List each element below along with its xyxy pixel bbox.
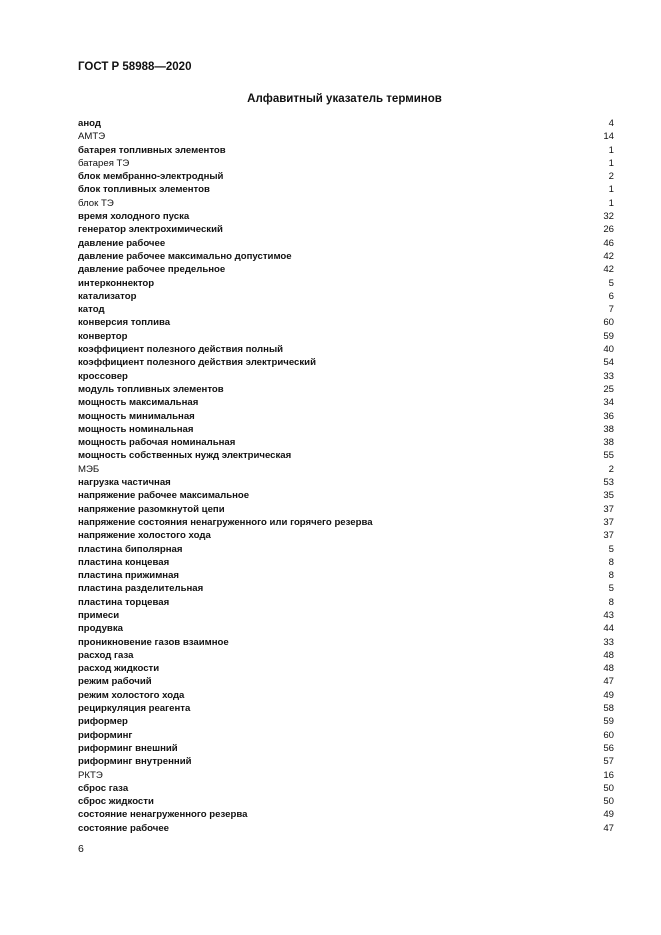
index-entry	[78, 356, 614, 369]
index-entry	[78, 795, 614, 808]
index-term: катализатор	[78, 290, 137, 302]
index-term: время холодного пуска	[78, 211, 190, 223]
page-number: 6	[78, 843, 84, 855]
index-page-ref: 50	[603, 796, 614, 808]
index-page-ref: 48	[603, 663, 614, 675]
index-page-ref: 38	[603, 423, 614, 435]
index-entry	[78, 117, 614, 130]
index-entry	[78, 144, 614, 157]
index-term: АМТЭ	[78, 131, 106, 143]
index-term: риформинг внутренний	[78, 756, 192, 768]
index-page-ref: 1	[608, 144, 614, 156]
index-entry	[78, 449, 614, 462]
index-page-ref: 36	[603, 410, 614, 422]
index-term: пластина концевая	[78, 556, 170, 568]
index-page-ref: 37	[603, 530, 614, 542]
index-entry	[78, 556, 614, 569]
index-term: напряжение холостого хода	[78, 530, 211, 542]
index-term: продувка	[78, 623, 123, 635]
index-page-ref: 32	[603, 211, 614, 223]
index-entry	[78, 675, 614, 688]
index-entry	[78, 303, 614, 316]
index-page-ref: 33	[603, 370, 614, 382]
index-page-ref: 33	[603, 636, 614, 648]
index-page-ref: 50	[603, 782, 614, 794]
index-term: мощность номинальная	[78, 423, 194, 435]
index-page-ref: 57	[603, 756, 614, 768]
index-term: риформинг внешний	[78, 742, 178, 754]
index-entry	[78, 170, 614, 183]
index-entry	[78, 157, 614, 170]
index-page-ref: 44	[603, 623, 614, 635]
index-page-ref: 14	[603, 131, 614, 143]
index-page-ref: 48	[603, 649, 614, 661]
index-entry	[78, 436, 614, 449]
index-page-ref: 49	[603, 809, 614, 821]
index-entry	[78, 237, 614, 250]
index-entry	[78, 662, 614, 675]
index-entry	[78, 636, 614, 649]
index-term: напряжение состояния ненагруженного или горячего резерва	[78, 516, 373, 528]
index-term: напряжение разомкнутой цепи	[78, 503, 225, 515]
index-term: состояние рабочее	[78, 822, 169, 834]
index-page-ref: 8	[608, 596, 614, 608]
index-entry	[78, 410, 614, 423]
index-entry	[78, 715, 614, 728]
index-entry	[78, 343, 614, 356]
index-entry	[78, 769, 614, 782]
index-page-ref: 42	[603, 264, 614, 276]
index-entry	[78, 489, 614, 502]
index-term: давление рабочее максимально допустимое	[78, 250, 292, 262]
index-entry	[78, 396, 614, 409]
index-page-ref: 59	[603, 716, 614, 728]
index-page-ref: 1	[608, 197, 614, 209]
index-term: давление рабочее	[78, 237, 166, 249]
index-term: батарея топливных элементов	[78, 144, 226, 156]
index-entry	[78, 263, 614, 276]
index-page-ref: 47	[603, 822, 614, 834]
index-entry	[78, 330, 614, 343]
index-page-ref: 56	[603, 742, 614, 754]
index-page-ref: 8	[608, 570, 614, 582]
index-term: расход жидкости	[78, 663, 160, 675]
index-title: Алфавитный указатель терминов	[247, 93, 442, 105]
index-page-ref: 38	[603, 437, 614, 449]
index-entry	[78, 808, 614, 821]
index-entry	[78, 596, 614, 609]
index-page-ref: 1	[608, 184, 614, 196]
index-entry	[78, 755, 614, 768]
index-page-ref: 5	[608, 583, 614, 595]
index-entry	[78, 729, 614, 742]
index-entry	[78, 569, 614, 582]
index-entry	[78, 316, 614, 329]
index-page-ref: 55	[603, 450, 614, 462]
index-term: генератор электрохимический	[78, 224, 223, 236]
index-page-ref: 54	[603, 357, 614, 369]
index-entry	[78, 689, 614, 702]
index-page-ref: 2	[608, 463, 614, 475]
document-header: ГОСТ Р 58988—2020	[78, 61, 192, 73]
index-page-ref: 53	[603, 477, 614, 489]
index-term: мощность рабочая номинальная	[78, 437, 236, 449]
index-page-ref: 37	[603, 516, 614, 528]
index-entry	[78, 476, 614, 489]
index-entry	[78, 503, 614, 516]
index-term: примеси	[78, 609, 120, 621]
index-term: анод	[78, 118, 101, 129]
index-page-ref: 16	[603, 769, 614, 781]
index-term: мощность минимальная	[78, 410, 195, 422]
index-page-ref: 58	[603, 703, 614, 715]
index-term: блок топливных элементов	[78, 184, 210, 196]
index-term: напряжение рабочее максимальное	[78, 490, 250, 502]
index-entry	[78, 250, 614, 263]
index-term: мощность собственных нужд электрическая	[78, 450, 292, 462]
index-entry	[78, 782, 614, 795]
index-page-ref: 59	[603, 330, 614, 342]
index-term: МЭБ	[78, 463, 100, 475]
index-page-ref: 5	[608, 277, 614, 289]
index-term: блок ТЭ	[78, 197, 114, 209]
index-entry	[78, 822, 614, 835]
index-term: нагрузка частичная	[78, 477, 171, 489]
index-page-ref: 40	[603, 344, 614, 356]
index-term: модуль топливных элементов	[78, 383, 224, 395]
index-term: риформер	[78, 716, 128, 728]
index-entry	[78, 702, 614, 715]
index-term: мощность максимальная	[78, 397, 199, 409]
index-term: блок мембранно-электродный	[78, 171, 224, 183]
index-page-ref: 1	[608, 157, 614, 169]
index-term: пластина биполярная	[78, 543, 183, 555]
index-term: конверсия топлива	[78, 317, 171, 329]
index-page-ref: 42	[603, 250, 614, 262]
index-term: риформинг	[78, 729, 133, 741]
index-page-ref: 26	[603, 224, 614, 236]
index-page-ref: 60	[603, 729, 614, 741]
index-page-ref: 34	[603, 397, 614, 409]
index-entry	[78, 277, 614, 290]
index-entry	[78, 290, 614, 303]
index-term: рециркуляция реагента	[78, 703, 191, 715]
index-page-ref: 49	[603, 689, 614, 701]
index-entry	[78, 130, 614, 143]
index-term: режим холостого хода	[78, 689, 185, 701]
index-term: кроссовер	[78, 370, 128, 382]
term-index-list	[78, 117, 614, 835]
index-entry	[78, 543, 614, 556]
index-page-ref: 5	[608, 543, 614, 555]
index-page-ref: 60	[603, 317, 614, 329]
index-page-ref: 7	[608, 304, 614, 316]
index-term: конвертор	[78, 330, 128, 342]
index-page-ref: 47	[603, 676, 614, 688]
index-entry	[78, 383, 614, 396]
index-entry	[78, 582, 614, 595]
index-term: режим рабочий	[78, 676, 152, 688]
index-entry	[78, 609, 614, 622]
index-term: батарея ТЭ	[78, 157, 130, 169]
index-term: пластина торцевая	[78, 596, 170, 608]
index-term: расход газа	[78, 649, 134, 661]
index-term: проникновение газов взаимное	[78, 636, 229, 648]
index-page-ref: 8	[608, 556, 614, 568]
index-term: катод	[78, 304, 105, 316]
index-term: состояние ненагруженного резерва	[78, 809, 248, 821]
index-page-ref: 46	[603, 237, 614, 249]
index-entry	[78, 197, 614, 210]
index-term: пластина разделительная	[78, 583, 204, 595]
index-entry	[78, 223, 614, 236]
index-entry	[78, 516, 614, 529]
index-term: сброс жидкости	[78, 796, 154, 808]
index-term: коэффициент полезного действия полный	[78, 344, 284, 356]
index-entry	[78, 210, 614, 223]
index-page-ref: 37	[603, 503, 614, 515]
index-page-ref: 43	[603, 609, 614, 621]
index-page-ref: 6	[608, 290, 614, 302]
index-entry	[78, 529, 614, 542]
index-term: коэффициент полезного действия электрический	[78, 357, 316, 369]
index-entry	[78, 423, 614, 436]
index-page-ref: 4	[608, 118, 614, 129]
index-entry	[78, 463, 614, 476]
index-term: пластина прижимная	[78, 570, 180, 582]
index-entry	[78, 742, 614, 755]
index-page-ref: 25	[603, 383, 614, 395]
index-page-ref: 35	[603, 490, 614, 502]
index-entry	[78, 649, 614, 662]
index-entry	[78, 622, 614, 635]
index-term: давление рабочее предельное	[78, 264, 226, 276]
index-term: интерконнектор	[78, 277, 155, 289]
index-page-ref: 2	[608, 171, 614, 183]
index-term: сброс газа	[78, 782, 129, 794]
index-entry	[78, 183, 614, 196]
index-entry	[78, 370, 614, 383]
index-term: РКТЭ	[78, 769, 103, 781]
